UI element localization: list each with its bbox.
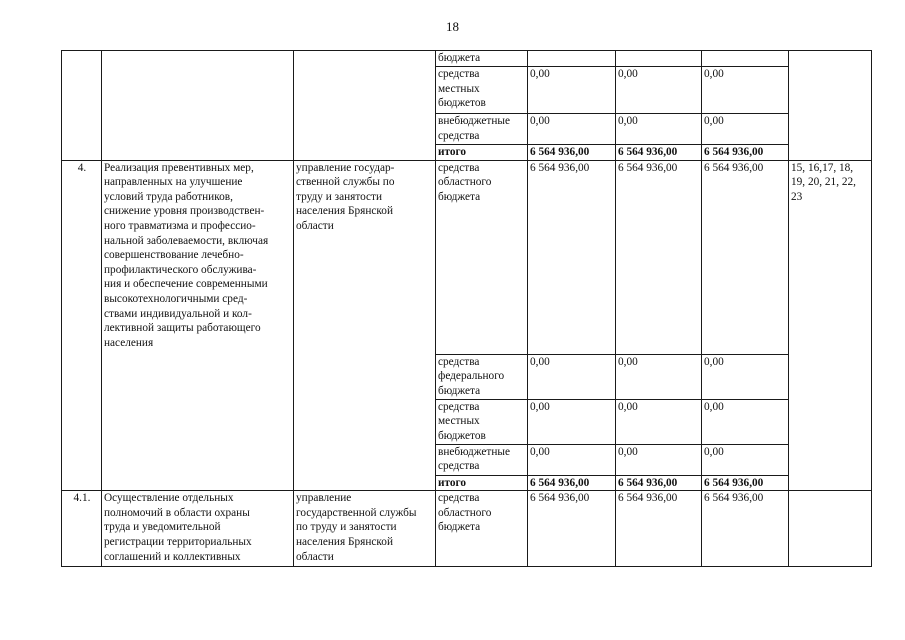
- funding-source-cell: средства областного бюджета: [436, 491, 528, 567]
- total-value-cell: 6 564 936,00: [702, 475, 789, 491]
- funding-source-cell: средства областного бюджета: [436, 160, 528, 354]
- value-cell: 6 564 936,00: [616, 491, 702, 567]
- total-value-cell: 6 564 936,00: [616, 475, 702, 491]
- value-cell: 6 564 936,00: [528, 491, 616, 567]
- value-cell: 0,00: [616, 444, 702, 475]
- value-cell: [702, 51, 789, 67]
- value-cell: 0,00: [702, 399, 789, 444]
- value-cell: [616, 51, 702, 67]
- value-cell: 0,00: [702, 354, 789, 399]
- value-cell: 6 564 936,00: [616, 160, 702, 354]
- value-cell: 0,00: [616, 354, 702, 399]
- value-cell: 0,00: [702, 114, 789, 145]
- value-cell: 6 564 936,00: [702, 160, 789, 354]
- total-value-cell: 6 564 936,00: [702, 145, 789, 161]
- value-cell: [528, 51, 616, 67]
- funding-source-total-cell: итого: [436, 475, 528, 491]
- funding-source-total-cell: итого: [436, 145, 528, 161]
- total-value-cell: 6 564 936,00: [528, 475, 616, 491]
- table-row: [62, 51, 872, 67]
- value-cell: 0,00: [702, 67, 789, 114]
- value-cell: 0,00: [616, 399, 702, 444]
- funding-source-cell: средства местных бюджетов: [436, 399, 528, 444]
- funding-source-cell: средства федерального бюджета: [436, 354, 528, 399]
- budget-table: [61, 50, 872, 567]
- value-cell: 6 564 936,00: [528, 160, 616, 354]
- item-number: 4.: [62, 160, 102, 491]
- total-value-cell: 6 564 936,00: [528, 145, 616, 161]
- funding-source-cell: средства местных бюджетов: [436, 67, 528, 114]
- value-cell: 0,00: [528, 114, 616, 145]
- value-cell: 0,00: [528, 354, 616, 399]
- value-cell: 0,00: [616, 67, 702, 114]
- indicators-cell: [789, 51, 872, 161]
- value-cell: 6 564 936,00: [702, 491, 789, 567]
- table-row: [62, 160, 872, 354]
- item-description: Осуществление отдельных полномочий в области охраны труда и уведомительной регистрации территориальных соглашений и коллективных: [102, 491, 294, 567]
- number-cell: [62, 51, 102, 161]
- indicators-cell: 15, 16,17, 18, 19, 20, 21, 22, 23: [789, 160, 872, 491]
- item-description: Реализация превентивных мер, направленных на улучшение условий труда работников, снижение уровня производствен- ного травматизма и профессио- нальной заболеваемости, включая совершенствование лечебно- профилактического обслужива- ния и обеспечение современными высокотехнологичными сред- ствами индивидуальной и кол- лективной защиты работающего населения: [102, 160, 294, 491]
- table-row: [62, 491, 872, 567]
- description-cell: [102, 51, 294, 161]
- total-value-cell: 6 564 936,00: [616, 145, 702, 161]
- value-cell: 0,00: [528, 399, 616, 444]
- page-number: 18: [446, 19, 459, 34]
- executor-cell: [294, 51, 436, 161]
- indicators-cell: [789, 491, 872, 567]
- item-number: 4.1.: [62, 491, 102, 567]
- item-executor: управление государ- ственной службы по труду и занятости населения Брянской области: [294, 160, 436, 491]
- funding-source-cell: бюджета: [436, 51, 528, 67]
- value-cell: 0,00: [528, 67, 616, 114]
- funding-source-cell: внебюджетные средства: [436, 444, 528, 475]
- value-cell: 0,00: [528, 444, 616, 475]
- value-cell: 0,00: [702, 444, 789, 475]
- item-executor: управление государственной службы по труду и занятости населения Брянской области: [294, 491, 436, 567]
- value-cell: 0,00: [616, 114, 702, 145]
- funding-source-cell: внебюджетные средства: [436, 114, 528, 145]
